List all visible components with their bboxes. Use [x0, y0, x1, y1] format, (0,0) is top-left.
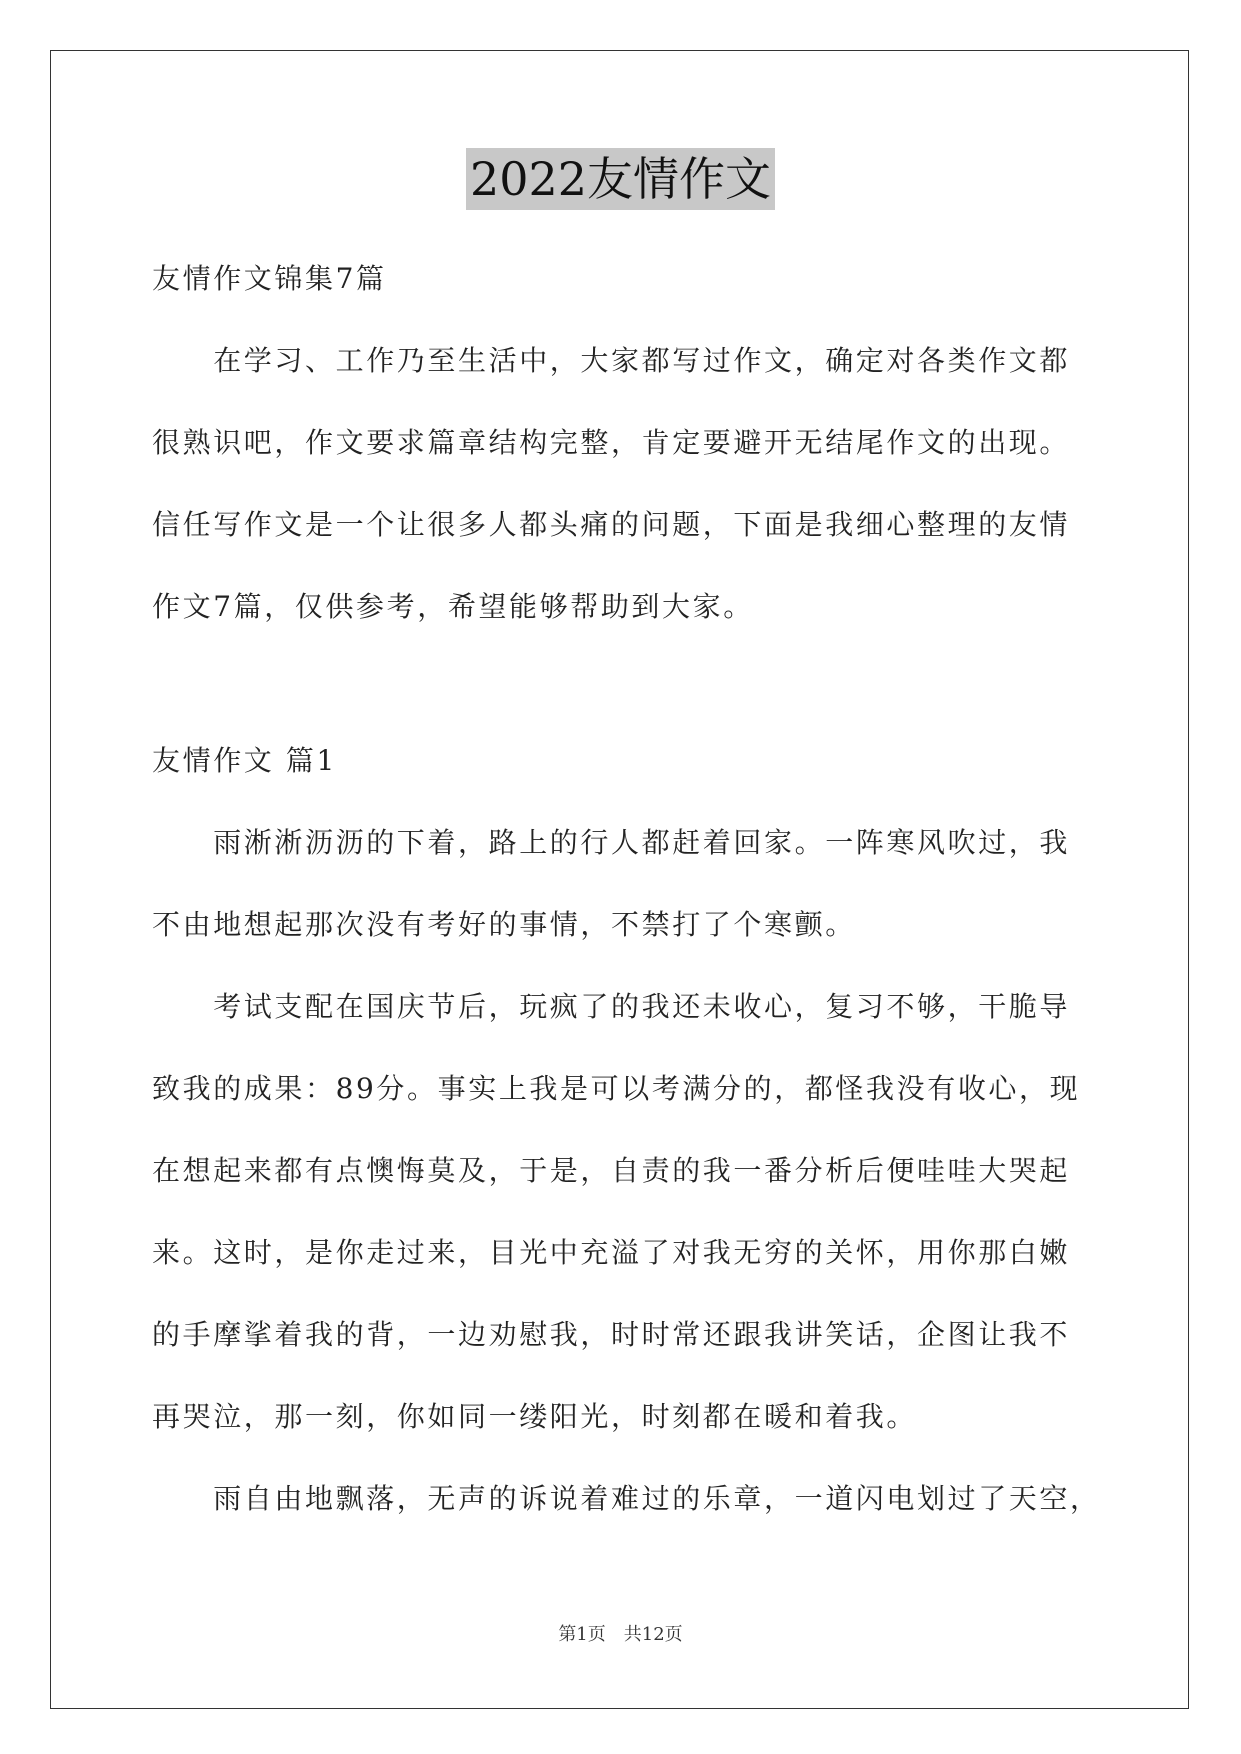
section-heading: 友情作文 篇1	[152, 744, 337, 777]
body-line: 致我的成果：89分。事实上我是可以考满分的，都怪我没有收心，现	[152, 1072, 1081, 1105]
intro-line: 很熟识吧，作文要求篇章结构完整，肯定要避开无结尾作文的出现。	[152, 426, 1071, 459]
document-title: 2022友情作文	[466, 148, 775, 210]
body-line: 考试支配在国庆节后，玩疯了的我还未收心，复习不够，干脆导	[152, 990, 1071, 1023]
document-body	[152, 238, 1101, 1540]
intro-line: 在学习、工作乃至生活中，大家都写过作文，确定对各类作文都	[152, 344, 1071, 377]
page-footer: 第1页 共12页	[558, 1624, 683, 1645]
document-subtitle: 友情作文锦集7篇	[152, 262, 387, 295]
intro-line: 信任写作文是一个让很多人都头痛的问题，下面是我细心整理的友情	[152, 508, 1071, 541]
section-gap	[152, 648, 1092, 720]
body-line: 在想起来都有点懊悔莫及，于是，自责的我一番分析后便哇哇大哭起	[152, 1154, 1071, 1187]
body-line: 雨自由地飘落，无声的诉说着难过的乐章，一道闪电划过了天空，	[152, 1482, 1101, 1515]
body-line: 的手摩挲着我的背，一边劝慰我，时时常还跟我讲笑话，企图让我不	[152, 1318, 1071, 1351]
body-line: 来。这时，是你走过来，目光中充溢了对我无穷的关怀，用你那白嫩	[152, 1236, 1071, 1269]
title-container	[0, 148, 1241, 210]
body-line: 不由地想起那次没有考好的事情，不禁打了个寒颤。	[152, 908, 856, 941]
body-line: 雨淅淅沥沥的下着，路上的行人都赶着回家。一阵寒风吹过，我	[152, 826, 1071, 859]
intro-line: 作文7篇，仅供参考，希望能够帮助到大家。	[152, 590, 754, 623]
body-line: 再哭泣，那一刻，你如同一缕阳光，时刻都在暖和着我。	[152, 1400, 918, 1433]
